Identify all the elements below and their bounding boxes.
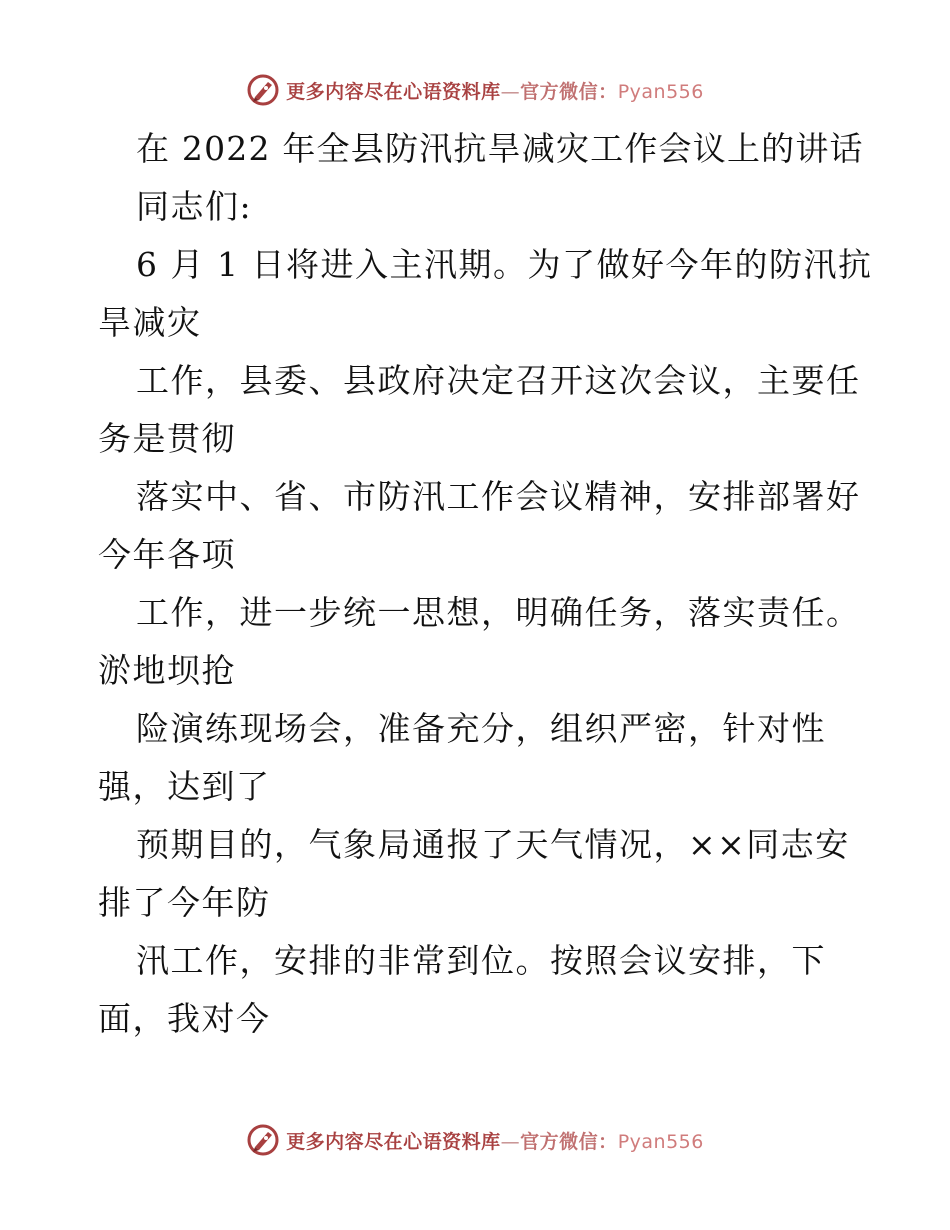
paragraph-line: 预期目的，气象局通报了天气情况，××同志安 [136, 825, 850, 864]
banner-wechat-label: 官方微信： [520, 1130, 618, 1153]
paragraph-line: 工作，县委、县政府决定召开这次会议，主要任 [136, 361, 861, 400]
paragraph-line: 面，我对今 [98, 999, 271, 1038]
paragraph-line: 务是贯彻 [98, 419, 236, 458]
pen-logo-icon [246, 73, 280, 107]
paragraph-line: 险演练现场会，准备充分，组织严密，针对性 [136, 709, 826, 748]
banner-slogan: 更多内容尽在心语资料库 [286, 1130, 501, 1153]
salutation: 同志们: [136, 187, 253, 226]
paragraph-line: 强，达到了 [98, 767, 271, 806]
footer-banner [0, 1120, 950, 1160]
paragraph-line: 排了今年防 [98, 883, 271, 922]
banner-wechat-id: Pyan556 [617, 1130, 704, 1153]
banner-text [286, 77, 704, 104]
paragraph-line: 汛工作，安排的非常到位。按照会议安排，下 [136, 941, 826, 980]
banner-wechat-label: 官方微信： [520, 80, 618, 103]
header-banner [0, 70, 950, 110]
paragraph-line: 6 月 1 日将进入主汛期。为了做好今年的防汛抗 [136, 245, 873, 284]
banner-dash: — [500, 1130, 521, 1153]
banner-wechat-id: Pyan556 [617, 80, 704, 103]
paragraph-line: 旱减灾 [98, 303, 202, 342]
pen-logo-icon [246, 1123, 280, 1157]
banner-dash: — [500, 80, 521, 103]
paragraph-line: 工作，进一步统一思想，明确任务，落实责任。 [136, 593, 861, 632]
banner-text [286, 1127, 704, 1154]
paragraph-line: 落实中、省、市防汛工作会议精神，安排部署好 [136, 477, 861, 516]
document-body [98, 120, 873, 1048]
banner-slogan: 更多内容尽在心语资料库 [286, 80, 501, 103]
paragraph-line: 淤地坝抢 [98, 651, 236, 690]
paragraph-line: 今年各项 [98, 535, 236, 574]
document-title: 在 2022 年全县防汛抗旱减灾工作会议上的讲话 [136, 129, 864, 168]
